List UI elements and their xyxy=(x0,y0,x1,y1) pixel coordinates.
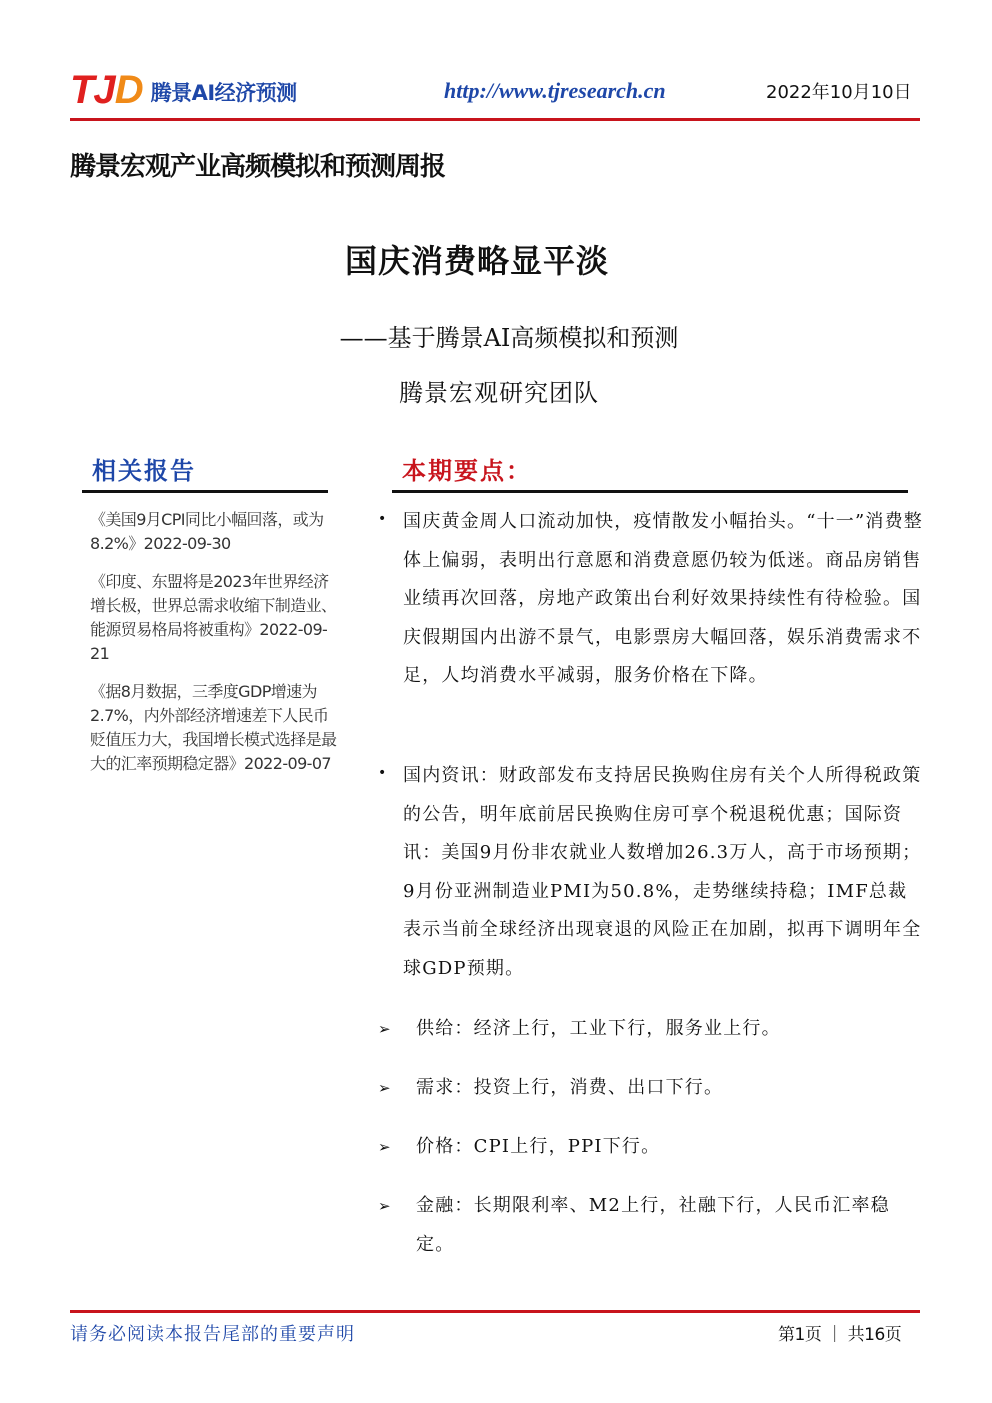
related-reports-divider xyxy=(82,490,328,493)
header-divider xyxy=(70,118,920,121)
bullet-icon: • xyxy=(378,765,387,781)
sub-item-text: 供给：经济上行，工业下行，服务业上行。 xyxy=(416,1018,781,1039)
related-report-item[interactable]: 《印度、东盟将是2023年世界经济增长极，世界总需求收缩下制造业、能源贸易格局将被重构》2022-09-21 xyxy=(90,572,337,663)
author-team: 腾景宏观研究团队 xyxy=(399,379,599,407)
arrow-bullet-icon: ➢ xyxy=(378,1197,391,1215)
arrow-bullet-icon: ➢ xyxy=(378,1020,391,1038)
related-reports-list xyxy=(90,508,340,790)
footer-divider xyxy=(70,1310,920,1313)
key-points-heading: 本期要点： xyxy=(402,456,532,485)
logo-mark: TJD xyxy=(70,68,143,112)
disclaimer-note: 请务必阅读本报告尾部的重要声明 xyxy=(70,1324,355,1345)
related-reports-heading: 相关报告 xyxy=(92,456,196,485)
report-title: 国庆消费略显平淡 xyxy=(344,242,609,280)
logo-name: 腾景AI经济预测 xyxy=(150,81,297,105)
related-report-item[interactable]: 《美国9月CPI同比小幅回落，或为8.2%》2022-09-30 xyxy=(90,510,324,553)
sub-item-text: 需求：投资上行，消费、出口下行。 xyxy=(416,1077,724,1098)
arrow-bullet-icon: ➢ xyxy=(378,1138,391,1156)
company-logo xyxy=(70,70,297,110)
report-subtitle: ——基于腾景AI高频模拟和预测 xyxy=(339,324,679,352)
report-date: 2022年10月10日 xyxy=(766,82,912,103)
key-points-divider xyxy=(392,490,908,493)
sub-item-text: 金融：长期限利率、M2上行，社融下行，人民币汇率稳定。 xyxy=(416,1195,890,1255)
series-title: 腾景宏观产业高频模拟和预测周报 xyxy=(70,152,446,182)
sub-item-text: 价格：CPI上行，PPI下行。 xyxy=(416,1136,661,1157)
key-point-paragraph: 国内资讯：财政部发布支持居民换购住房有关个人所得税政策的公告，明年底前居民换购住房可享个税退税优惠；国际资讯：美国9月份非农就业人数增加26.3万人，高于市场预期；9月份亚洲制造业PMI为50.8%，走势继续持稳；IMF总裁表示当前全球经济出现衰退的风险正在加剧，拟再下调明年全球GDP预期。 xyxy=(403,765,922,979)
website-link[interactable]: http://www.tjresearch.cn xyxy=(444,78,666,103)
key-point-paragraph: 国庆黄金周人口流动加快，疫情散发小幅抬头。“十一”消费整体上偏弱，表明出行意愿和消费意愿仍较为低迷。商品房销售业绩再次回落，房地产政策出台利好效果持续性有待检验。国庆假期国内出游不景气，电影票房大幅回落，娱乐消费需求不足，人均消费水平减弱，服务价格在下降。 xyxy=(403,511,924,686)
arrow-bullet-icon: ➢ xyxy=(378,1079,391,1097)
related-report-item[interactable]: 《据8月数据，三季度GDP增速为2.7%，内外部经济增速差下人民币贬值压力大，我国增长模式选择是最大的汇率预期稳定器》2022-09-07 xyxy=(90,682,337,773)
bullet-icon: • xyxy=(378,511,387,527)
page-number: 第1页 ｜ 共16页 xyxy=(778,1325,902,1345)
